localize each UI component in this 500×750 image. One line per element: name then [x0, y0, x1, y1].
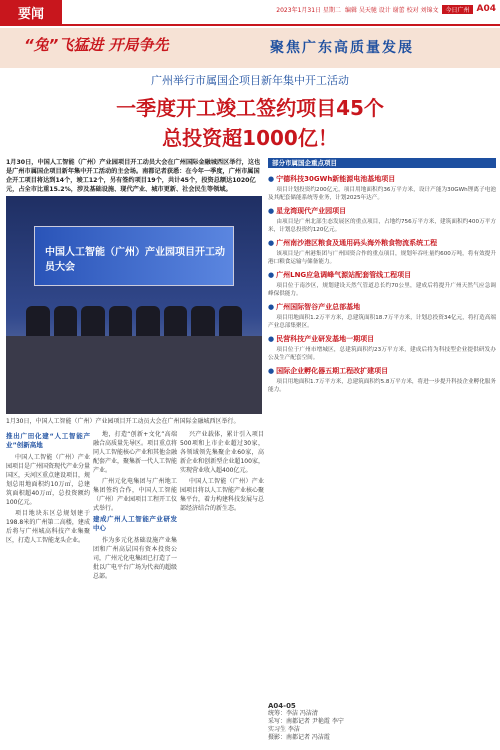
project-text: 项目位于广州市增城区，总建筑面积约23万平方米，建成后将为科技型企业提供研发办公及生产配套空间。 — [268, 347, 496, 361]
paragraph: 广州元化电集团与广州地工集团签约合作，中国人工智能（广州）产业园项目工程开工仪式举行。 — [93, 478, 178, 512]
headline-line-1: 一季度开工竣工签约项目45个 — [116, 96, 384, 120]
project-title: 广州LNG应急调峰气源站配套管线工程项目 — [276, 271, 412, 279]
edition-badge: 今日广州 — [442, 5, 472, 14]
stage-screen — [34, 226, 234, 286]
bullet-icon: ● — [268, 335, 275, 343]
credit-line: 实习生 李洁 — [268, 726, 300, 733]
credit-line: 统筹：李洁 冯洁清 — [268, 710, 318, 717]
paragraph: 作为多元化基础设施产业集团和广州高层国有资本投资公司，广州元化电集团已打造了一批以广电平台广场为代表的超级总部。 — [93, 537, 178, 580]
event-photo — [6, 196, 262, 414]
bullet-icon: ● — [268, 303, 275, 311]
project-item — [268, 238, 496, 266]
campaign-banner — [0, 28, 500, 68]
project-list — [268, 170, 496, 398]
bullet-icon: ● — [268, 175, 275, 183]
project-text: 由项目是广州北部生态发展区的重点项目，占地约756万平方米，建筑面积约400万平方米，计划总投资约120亿元。 — [268, 219, 496, 233]
paragraph: 中国人工智能（广州）产业园项目是广州国资现代产业分量国区，天河区重点建设项目，规划总用地面积约10万㎡，总建筑面积超40万㎡，总投资额约100亿元。 — [6, 454, 91, 506]
header-meta — [276, 4, 496, 14]
page-header — [0, 0, 500, 26]
project-title: 广州国际智谷产业总部基地 — [276, 303, 361, 311]
article-column-3 — [180, 430, 264, 515]
project-title: 星龙湾现代产业园项目 — [276, 207, 347, 215]
project-title: 广州南沙港区粮食及通用码头海外粮食物流系统工程 — [276, 239, 438, 247]
paragraph: 中国人工智能（广州）产业园项目将以人工智能产业核心聚集平台，着力构建科技发展与总部经济结合的新生态。 — [180, 478, 265, 512]
sidebar-heading: 部分市属国企重点项目 — [268, 158, 496, 168]
paragraph: 地，打造“创新+文化”高端融合高质量先导区。项目重点将同人工智能核心产业和其他金融配套产业，聚集新一代人工智能产业。 — [93, 431, 178, 474]
project-item — [268, 366, 496, 394]
banner-slogan-left: “兔”飞猛进 开局争先 — [24, 36, 169, 54]
credits — [268, 702, 496, 742]
issue-date: 2023年1月31日 星期二 — [276, 6, 341, 14]
credit-line: 摄影：南都记者 冯洁霞 — [268, 734, 330, 741]
paragraph: 兴产业载体，累计引入项目500项和上市企业超过30家，各领域领先集聚企业60家，高新企业和创新型企业超100家，实现营业收入超400亿元。 — [180, 431, 264, 474]
project-item — [268, 206, 496, 234]
page-range: A04-05 — [268, 702, 296, 710]
bullet-icon: ● — [268, 239, 275, 247]
lead-paragraph: 1月30日，中国人工智能（广州）产业园项目开工动员大会在广州国际金融城西区举行，这也是广州市属国企项目新年集中开工活动的主会场。南都记者获悉：在今年一季度，广州市属国企开工项目将达到14个，竣工12个，另有签约项目19个，共计45个，投资总额达1020亿元，占全市比重15.2%，涉及基础设施、现代产业、城市更新、社会民生等领域。 — [6, 159, 261, 193]
project-text: 项目用地面积1.7万平方米，总建筑面积约5.8万平方米，将进一步提升科技企业孵化服务能力。 — [268, 379, 496, 393]
bullet-icon: ● — [268, 367, 275, 375]
project-title: 宁德科技30GWh新能源电池基地项目 — [276, 175, 396, 183]
stage-screen-text: 中国人工智能（广州）产业园项目开工动员大会 — [45, 247, 225, 273]
project-title: 国际企业孵化器五期工程改扩建项目 — [276, 367, 389, 375]
stage-floor — [6, 336, 262, 414]
banner-slogan-right: 聚焦广东高质量发展 — [270, 40, 414, 56]
paragraph: 项目地块东区总规划建于198.8米的广州第二高楼，建成后将与广州城高科技产业集聚区，打造人工智能龙头企业。 — [6, 510, 90, 544]
project-item — [268, 302, 496, 330]
page-number: A04 — [476, 4, 496, 14]
project-item — [268, 174, 496, 202]
project-text: 该项目是广州港集团与广州国资合作的重点项目，规划年吞吐量约600万吨，将有效提升港口粮食运输与储备能力。 — [268, 251, 496, 265]
headline-line-2: 总投资超1000亿！ — [162, 126, 338, 150]
editor-line: 编辑 吴天驰 设计 谢蕾 校对 刘锦文 — [344, 6, 439, 14]
article-column-1 — [6, 430, 90, 547]
photo-caption: 1月30日，中国人工智能（广州）产业园项目开工动员大会在广州国际金融城西区举行。 — [6, 418, 240, 425]
column-subhead: 建成广州人工智能产业研发中心 — [93, 515, 177, 532]
project-text: 项目位于南沙区，规划建设天然气管道总长约70公里，建成后将提升广州天然气应急调峰保供能力。 — [268, 283, 496, 297]
article-column-2 — [93, 430, 177, 583]
project-title: 民营科技产业研发基地一期项目 — [276, 335, 375, 343]
project-item — [268, 270, 496, 298]
section-tag: 要闻 — [0, 0, 62, 25]
bullet-icon: ● — [268, 207, 275, 215]
credit-line: 采写：南都记者 尹艳霞 李宁 — [268, 718, 344, 725]
project-text: 项目计划投资约200亿元，项目用地面积约36万平方米，设计产能为30GWh锂离子电池及其配套储能系统等业务，计划2025年达产。 — [268, 187, 496, 201]
project-item — [268, 334, 496, 362]
bullet-icon: ● — [268, 271, 275, 279]
kicker: 广州举行市属国企项目新年集中开工活动 — [151, 74, 349, 87]
column-subhead: 推出广田化建“人工智能产业”创新高地 — [6, 432, 90, 449]
project-text: 项目用地面积1.2万平方米，总建筑面积18.7万平方米，计划总投资34亿元，将打造高端产业总部集聚区。 — [268, 315, 496, 329]
